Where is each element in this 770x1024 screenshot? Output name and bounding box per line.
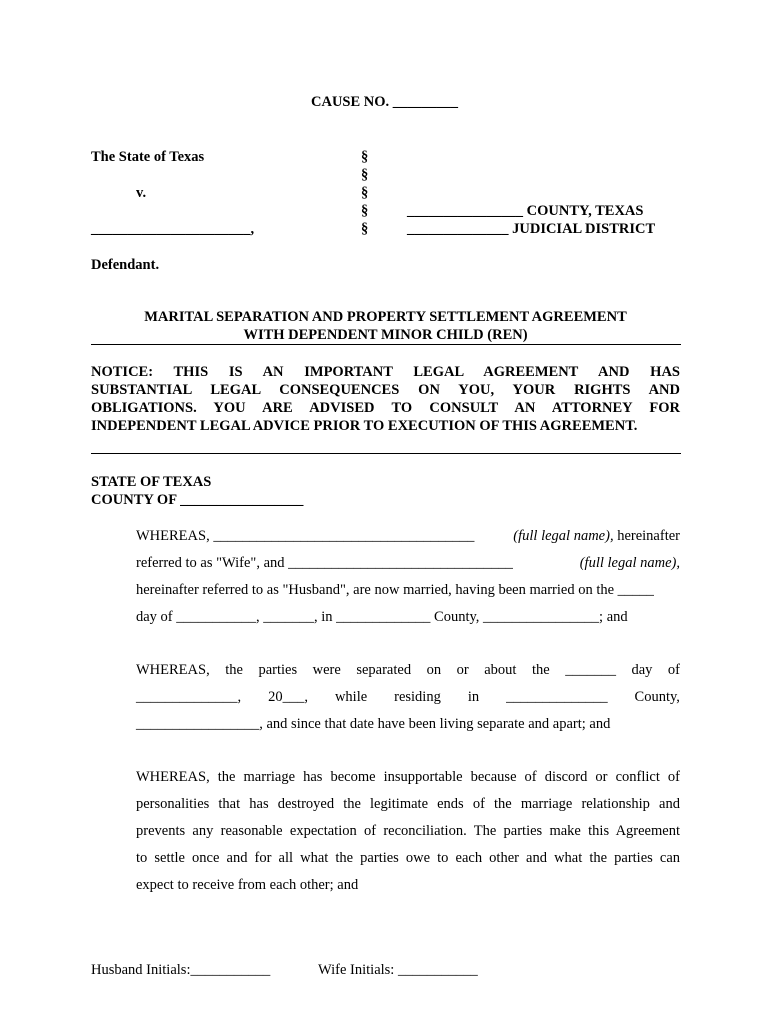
whereas3-line: WHEREAS, the marriage has become insupportable because of discord or conflict of bbox=[136, 769, 680, 785]
residence-county-blank: ______________ bbox=[506, 689, 608, 705]
notice-line: INDEPENDENT LEGAL ADVICE PRIOR TO EXECUTION OF THIS AGREEMENT. bbox=[91, 418, 638, 434]
notice-line: NOTICE: THIS IS AN IMPORTANT LEGAL AGREEMENT AND HAS bbox=[91, 364, 680, 380]
venue-state: STATE OF TEXAS bbox=[91, 474, 212, 490]
word: or bbox=[456, 662, 469, 678]
whereas2-line1 bbox=[136, 662, 680, 679]
word: of bbox=[667, 662, 680, 678]
separation-year-blank: 20___, bbox=[268, 689, 308, 705]
title-underline bbox=[91, 344, 681, 345]
agreement-title-line2: WITH DEPENDENT MINOR CHILD (REN) bbox=[243, 327, 528, 343]
section-mark: § bbox=[361, 185, 369, 201]
whereas3-line: prevents any reasonable expectation of reconciliation. The parties make this Agreement bbox=[136, 823, 680, 839]
word: WHEREAS, bbox=[136, 662, 210, 678]
whereas1-line3: hereinafter referred to as "Husband", are now married, having been married on the _____ bbox=[136, 582, 654, 598]
agreement-title-line1: MARITAL SEPARATION AND PROPERTY SETTLEMENT AGREEMENT bbox=[144, 309, 627, 325]
whereas2-line2 bbox=[136, 689, 680, 706]
word: the bbox=[531, 662, 550, 678]
word: in bbox=[467, 689, 480, 705]
section-mark: § bbox=[361, 221, 369, 237]
section-mark: § bbox=[361, 167, 369, 183]
word: while bbox=[334, 689, 368, 705]
wife-initials: Wife Initials: ___________ bbox=[318, 962, 478, 978]
county-line: ________________ COUNTY, TEXAS bbox=[407, 203, 644, 219]
whereas1-wife-name-blank: WHEREAS, ____________________________________ bbox=[136, 528, 475, 544]
whereas3-line: expect to receive from each other; and bbox=[136, 877, 359, 893]
notice-line: OBLIGATIONS. YOU ARE ADVISED TO CONSULT AN ATTORNEY FOR bbox=[91, 400, 680, 416]
word: separated bbox=[356, 662, 412, 678]
caption-versus: v. bbox=[136, 185, 147, 201]
whereas3-line: personalities that has destroyed the legitimate ends of the marriage relationship and bbox=[136, 796, 680, 812]
whereas1-line1 bbox=[136, 528, 680, 545]
whereas1-husband-name-blank: referred to as "Wife", and _______________________________ bbox=[136, 555, 513, 571]
whereas1-line4: day of ___________, _______, in _____________ County, ________________; and bbox=[136, 609, 628, 625]
separation-day-blank: _______ bbox=[565, 662, 616, 678]
word: County, bbox=[634, 689, 680, 705]
whereas3-line: to settle once and for all what the parties owe to each other and what the parties can bbox=[136, 850, 680, 866]
notice-divider bbox=[91, 453, 681, 454]
defendant-name-blank: ______________________, bbox=[91, 221, 255, 237]
husband-initials: Husband Initials:___________ bbox=[91, 962, 271, 978]
word: the bbox=[225, 662, 243, 678]
notice-line: SUBSTANTIAL LEGAL CONSEQUENCES ON YOU, YOUR RIGHTS AND bbox=[91, 382, 680, 398]
word: were bbox=[312, 662, 341, 678]
word: day bbox=[631, 662, 653, 678]
caption-defendant: Defendant. bbox=[91, 257, 160, 273]
caption-state: The State of Texas bbox=[91, 149, 205, 165]
full-legal-name-hint: (full legal name), bbox=[579, 555, 680, 571]
word: on bbox=[426, 662, 442, 678]
section-mark: § bbox=[361, 203, 369, 219]
whereas1-line2 bbox=[136, 555, 680, 572]
venue-county: COUNTY OF _________________ bbox=[91, 492, 304, 508]
cause-number: CAUSE NO. _________ bbox=[311, 94, 459, 110]
word: parties bbox=[258, 662, 298, 678]
word: about bbox=[484, 662, 517, 678]
whereas2-line3: _________________, and since that date have been living separate and apart; and bbox=[136, 716, 611, 732]
hereinafter-text: hereinafter bbox=[617, 528, 680, 544]
judicial-district-line: ______________ JUDICIAL DISTRICT bbox=[407, 221, 656, 237]
full-legal-name-hint: (full legal name), bbox=[513, 528, 614, 544]
separation-month-blank: ______________, bbox=[136, 689, 242, 705]
section-mark: § bbox=[361, 149, 369, 165]
word: residing bbox=[394, 689, 441, 705]
